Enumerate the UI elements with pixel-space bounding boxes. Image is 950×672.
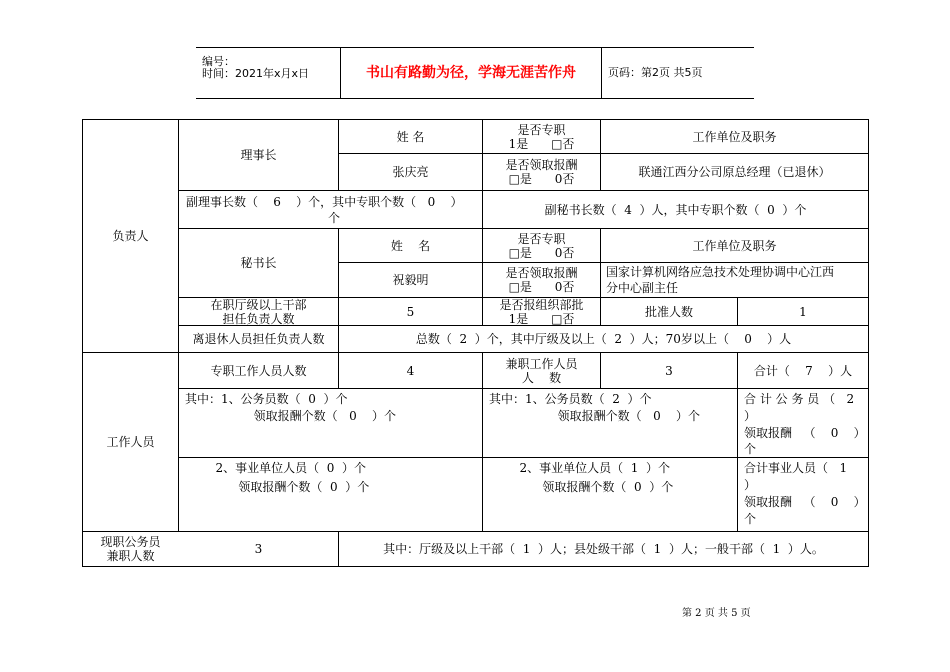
cadre-label xyxy=(179,298,338,325)
chairman-unit-header: 工作单位及职务 xyxy=(692,129,777,144)
org-approval-value: 1是 □否 xyxy=(508,311,575,326)
civil-servant-label xyxy=(83,532,178,566)
staff-d-line1: 2、事业单位人员（ 0 ）个 xyxy=(185,461,367,475)
cadre-count: 5 xyxy=(406,304,415,319)
vice-chair-line2: 个 xyxy=(328,211,341,225)
chairman-paid-value: □是 0否 xyxy=(508,172,575,186)
staff-d-line2: 领取报酬个数（ 0 ）个 xyxy=(185,480,370,494)
secretary-unit-line1: 国家计算机网络应急技术处理协调中心江西 xyxy=(606,265,835,279)
staff-e-line2: 领取报酬个数（ 0 ）个 xyxy=(489,480,674,494)
deputy-secretary: 副秘书长数（ 4 ）人，其中专职个数（ 0 ）个 xyxy=(544,202,807,217)
header-info xyxy=(196,48,341,98)
staff-c-line4: 个 xyxy=(744,442,757,456)
secretary-paid-header: 是否领取报酬 xyxy=(505,266,578,280)
parttime-staff-label-line1: 兼职工作人员 xyxy=(505,356,578,371)
vice-chair-line1: 副理事长数（ 6 ）个，其中专职个数（ 0 ） xyxy=(186,195,463,209)
secretary-name: 祝毅明 xyxy=(392,273,429,287)
staff-f-line2: ） xyxy=(744,478,757,492)
secretary-unit-line2: 分中心副主任 xyxy=(606,281,679,295)
civil-label-line1: 现职公务员 xyxy=(100,535,161,549)
staff-f-line3: 领取报酬 （ 0 ） xyxy=(744,495,866,509)
civil-servant-breakdown: 其中：厅级及以上干部（ 1 ）人；县处级干部（ 1 ）人；一般干部（ 1 ）人。 xyxy=(383,542,824,556)
chairman-name-header: 姓 名 xyxy=(396,129,425,144)
staff-b-line1: 其中：1、公务员数（ 2 ）个 xyxy=(489,392,652,406)
secretary-fulltime-header: 是否专职 xyxy=(517,231,566,246)
staff-f-line4: 个 xyxy=(744,512,757,526)
secretary-paid-value: □是 0否 xyxy=(508,280,575,294)
parttime-staff-count: 3 xyxy=(665,363,673,378)
chairman-paid-header: 是否领取报酬 xyxy=(505,158,578,172)
chairman-paid xyxy=(483,154,600,190)
staff-e-line1: 2、事业单位人员（ 1 ）个 xyxy=(489,461,671,475)
section-leaders-label: 负责人 xyxy=(112,229,149,243)
staff-a-line2: 领取报酬个数（ 0 ）个 xyxy=(185,409,396,423)
fulltime-staff-count: 4 xyxy=(406,363,415,378)
staff-c-line3: 领取报酬 （ 0 ） xyxy=(744,426,866,440)
chairman-fulltime xyxy=(483,120,600,153)
chairman-fulltime-value: 1是 □否 xyxy=(508,136,575,151)
staff-c-line1: 合 计 公 务 员 （ 2 xyxy=(744,392,855,406)
section-staff-label: 工作人员 xyxy=(106,435,155,449)
approved-count: 1 xyxy=(799,304,807,319)
staff-a-line1: 其中：1、公务员数（ 0 ）个 xyxy=(185,392,348,406)
parttime-staff-label xyxy=(483,353,600,388)
secretary-fulltime xyxy=(483,229,600,262)
secretary-role: 秘书长 xyxy=(240,256,277,270)
approved-label: 批准人数 xyxy=(644,304,693,319)
chairman-unit: 联通江西分公司原总经理（已退休） xyxy=(638,165,831,179)
page-footer: 第 2 页 共 5 页 xyxy=(682,608,751,619)
registration-table xyxy=(82,119,869,567)
chairman-fulltime-header: 是否专职 xyxy=(517,122,566,137)
org-approval-header: 是否报组织部批 xyxy=(499,297,584,312)
cadre-label-line1: 在职厅级以上干部 xyxy=(210,297,307,312)
secretary-paid xyxy=(483,263,600,297)
retired-label: 离退休人员担任负责人数 xyxy=(192,332,325,346)
staff-b-line2: 领取报酬个数（ 0 ）个 xyxy=(489,409,700,423)
civil-servant-count: 3 xyxy=(254,542,263,556)
total-staff: 合计（ 7 ）人 xyxy=(753,363,853,378)
cadre-label-line2: 担任负责人数 xyxy=(222,311,295,326)
secretary-fulltime-value: □是 0否 xyxy=(508,245,575,260)
motto: 书山有路勤为径，学海无涯苦作舟 xyxy=(341,48,602,98)
staff-f-line1: 合计事业人员（ 1 xyxy=(744,461,848,475)
chairman-role: 理事长 xyxy=(240,148,277,162)
chairman-name: 张庆亮 xyxy=(392,165,429,179)
org-approval xyxy=(483,298,600,325)
retired-value: 总数（ 2 ）个，其中厅级及以上（ 2 ）人；70岁以上（ 0 ）人 xyxy=(415,332,792,346)
secretary-name-header: 姓 名 xyxy=(390,238,431,253)
secretary-unit-header: 工作单位及职务 xyxy=(692,238,777,253)
time-label: 时间：2021年x月x日 xyxy=(202,67,310,80)
page-header xyxy=(196,47,754,99)
civil-label-line2: 兼职人数 xyxy=(106,549,155,563)
staff-c-line2: ） xyxy=(744,409,757,423)
number-label: 编号： xyxy=(202,55,235,68)
page-label: 页码：第2页 共5页 xyxy=(608,66,703,79)
fulltime-staff-label: 专职工作人员人数 xyxy=(210,363,307,378)
parttime-staff-label-line2: 人 数 xyxy=(521,370,562,385)
